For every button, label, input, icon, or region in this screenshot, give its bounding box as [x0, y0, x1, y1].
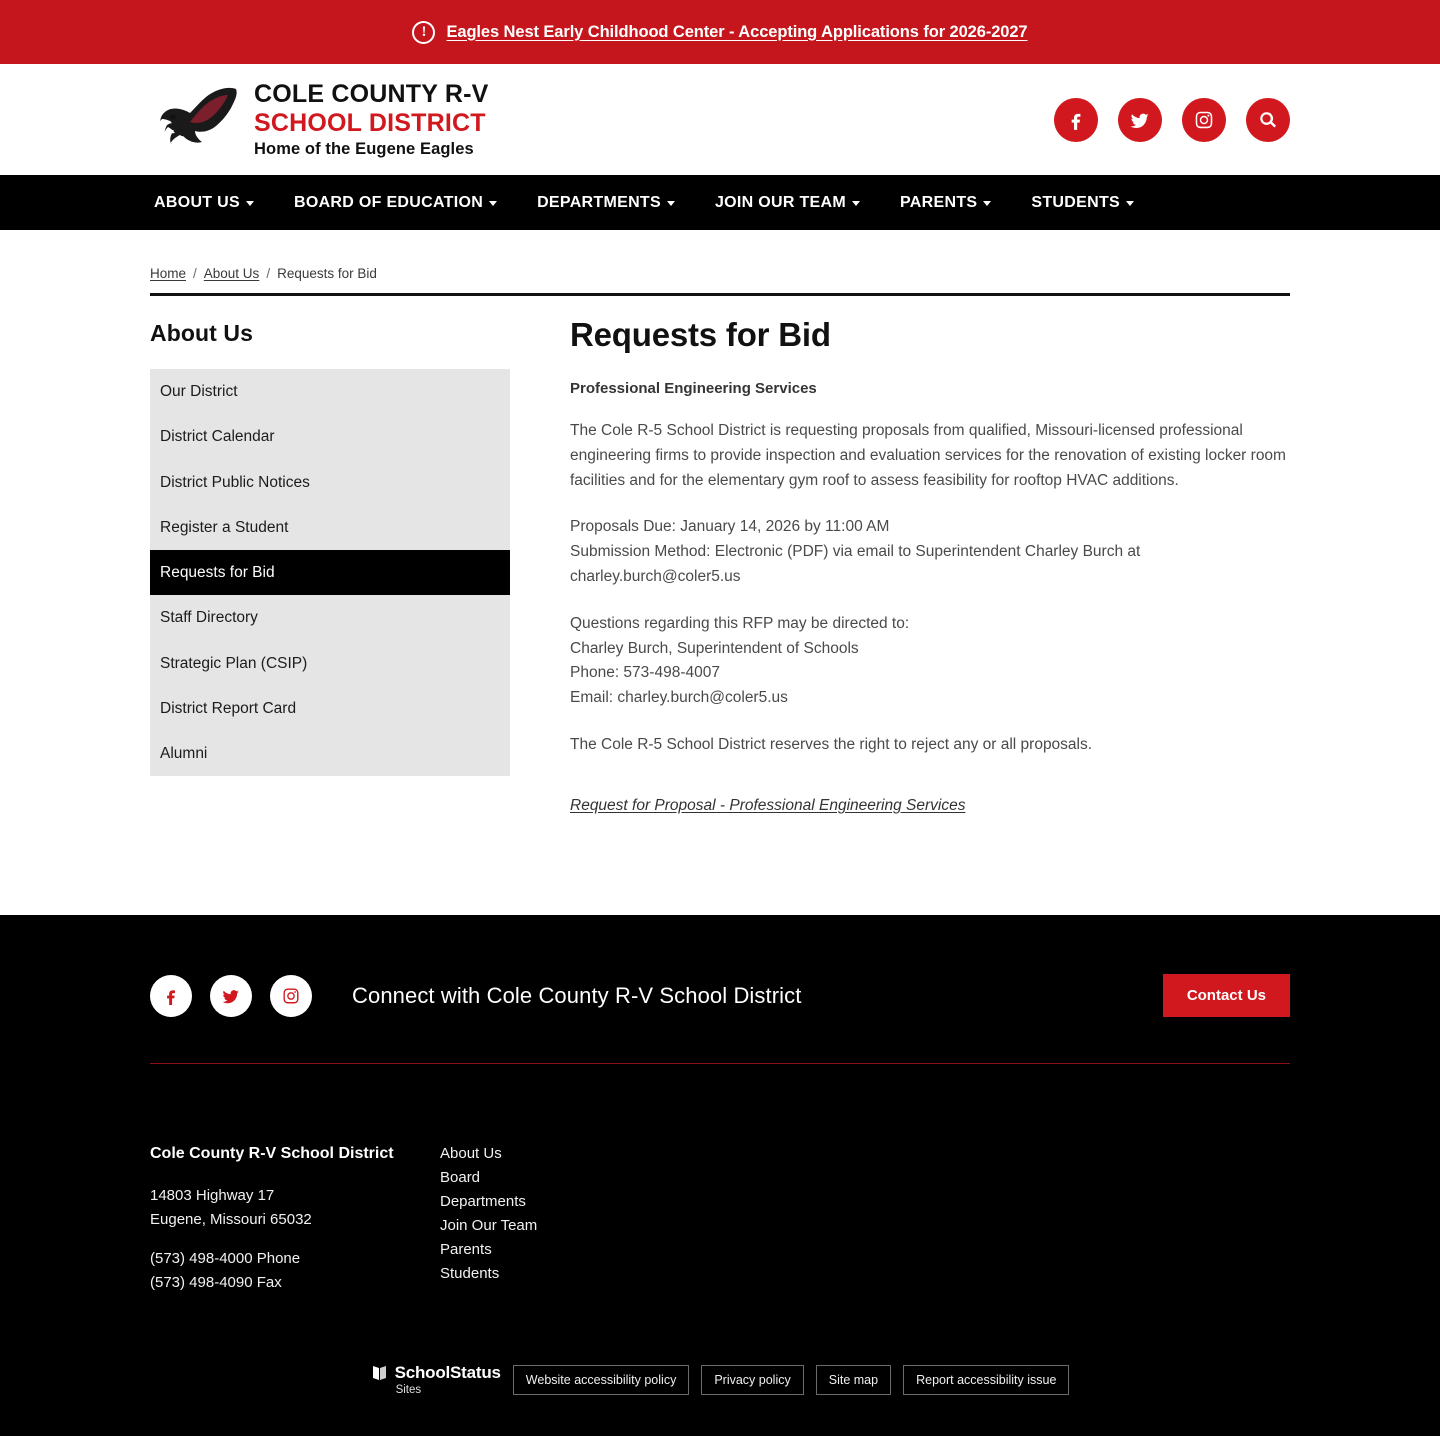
facebook-icon [1065, 109, 1087, 131]
contact-name-line: Charley Burch, Superintendent of Schools [570, 639, 859, 657]
schoolstatus-book-icon [371, 1364, 388, 1382]
brand-wordmark [254, 79, 489, 158]
alert-banner-link[interactable] [412, 21, 1027, 44]
footer-district-name: Cole County R-V School District [150, 1144, 394, 1162]
sidebar-item-district-report-card[interactable]: District Report Card [160, 699, 297, 717]
nav-label: PARENTS [900, 193, 978, 211]
search-icon [1257, 109, 1279, 131]
instagram-icon [1193, 109, 1215, 131]
footer-bottom-bar [150, 1295, 1290, 1436]
footer-link-board[interactable]: Board [440, 1168, 481, 1186]
footer-link-about-us[interactable]: About Us [440, 1144, 502, 1162]
privacy-policy-button[interactable]: Privacy policy [701, 1365, 803, 1395]
twitter-icon [221, 986, 241, 1006]
breadcrumb-separator: / [266, 266, 271, 281]
footer-connect-text: Connect with Cole County R-V School District [352, 982, 802, 1008]
sidebar-item-strategic-plan[interactable]: Strategic Plan (CSIP) [160, 654, 308, 672]
sidebar-item-alumni[interactable]: Alumni [160, 745, 208, 762]
contact-us-button[interactable]: Contact Us [1163, 974, 1290, 1017]
article-paragraph-reserve-rights: The Cole R-5 School District reserves the right to reject any or all proposals. [570, 735, 1093, 753]
contact-phone-line: Phone: 573-498-4007 [570, 664, 720, 682]
proposals-due-line: Proposals Due: January 14, 2026 by 11:00 AM [570, 518, 890, 536]
brand-line-1: COLE COUNTY R-V [254, 79, 489, 108]
instagram-icon-button[interactable] [1182, 98, 1226, 142]
sidebar-menu [150, 369, 510, 776]
nav-item-join-our-team[interactable] [715, 194, 900, 212]
chevron-down-icon [1126, 201, 1134, 206]
chevron-down-icon [246, 201, 254, 206]
nav-label: JOIN OUR TEAM [714, 193, 847, 211]
footer-facebook-icon-button[interactable] [150, 975, 192, 1017]
nav-label: BOARD OF EDUCATION [293, 193, 484, 211]
page-content [0, 296, 1440, 915]
eagle-logo-icon [150, 83, 242, 157]
footer-phone: (573) 498-4000 Phone [150, 1250, 301, 1268]
footer-links-column [440, 1142, 537, 1296]
twitter-icon-button[interactable] [1118, 98, 1162, 142]
main-article [570, 296, 1290, 819]
search-icon-button[interactable] [1246, 98, 1290, 142]
breadcrumb-current: Requests for Bid [277, 266, 377, 281]
footer-link-departments[interactable]: Departments [440, 1192, 526, 1210]
footer-address-block [150, 1142, 440, 1296]
twitter-icon [1129, 109, 1151, 131]
nav-item-board-of-education[interactable] [294, 194, 537, 212]
nav-label: ABOUT US [154, 193, 240, 211]
site-header [0, 64, 1440, 175]
nav-item-students[interactable] [1031, 194, 1174, 212]
breadcrumb-about-us[interactable]: About Us [203, 266, 260, 281]
alert-circle-icon: ! [412, 21, 435, 44]
footer-link-students[interactable]: Students [440, 1264, 500, 1282]
nav-item-departments[interactable] [537, 194, 715, 212]
sidebar-item-register-a-student[interactable]: Register a Student [160, 518, 289, 536]
footer-address-line-1: 14803 Highway 17 [150, 1187, 275, 1205]
footer-link-join-our-team[interactable]: Join Our Team [440, 1216, 538, 1234]
breadcrumb-separator: / [193, 266, 197, 281]
instagram-icon [281, 986, 301, 1006]
article-paragraph-intro: The Cole R-5 School District is requesting proposals from qualified, Missouri-licensed professional engineering firms to provide inspection and evaluation services for the renovation of existing locker room facilities and for the elementary gym roof to assess feasibility for rooftop HVAC additions. [570, 422, 1286, 489]
breadcrumb-section [0, 230, 1440, 296]
footer-fax: (573) 498-4090 Fax [150, 1274, 282, 1292]
facebook-icon-button[interactable] [1054, 98, 1098, 142]
schoolstatus-logo-top [371, 1363, 501, 1383]
breadcrumb-home[interactable]: Home [150, 266, 187, 281]
article-paragraph-submission [570, 515, 1290, 589]
main-navigation [0, 175, 1440, 230]
nav-label: STUDENTS [1031, 193, 1121, 211]
article-paragraph-contact [570, 612, 1290, 711]
facebook-icon [161, 986, 181, 1006]
footer-columns [150, 1064, 1290, 1296]
chevron-down-icon [983, 201, 991, 206]
chevron-down-icon [489, 201, 497, 206]
nav-list [150, 194, 1174, 212]
header-social-links [1054, 98, 1290, 142]
footer-instagram-icon-button[interactable] [270, 975, 312, 1017]
nav-label: DEPARTMENTS [537, 193, 661, 211]
nav-item-parents[interactable] [900, 194, 1031, 212]
footer-twitter-icon-button[interactable] [210, 975, 252, 1017]
chevron-down-icon [667, 201, 675, 206]
sidebar [150, 296, 510, 819]
breadcrumb [150, 266, 1290, 293]
spacer [150, 1232, 440, 1247]
contact-email-line: Email: charley.burch@coler5.us [570, 689, 788, 707]
schoolstatus-sub: Sites [395, 1384, 422, 1397]
brand-line-3: Home of the Eugene Eagles [254, 139, 474, 158]
submission-method-line: Submission Method: Electronic (PDF) via email to Superintendent Charley Burch at charley.burch@coler5.us [570, 543, 1141, 585]
sidebar-item-district-public-notices[interactable]: District Public Notices [160, 473, 310, 491]
sidebar-item-our-district[interactable]: Our District [160, 383, 238, 400]
report-accessibility-issue-button[interactable]: Report accessibility issue [903, 1365, 1069, 1395]
article-subheading: Professional Engineering Services [570, 380, 817, 397]
footer-address-line-2: Eugene, Missouri 65032 [150, 1211, 312, 1229]
footer-link-parents[interactable]: Parents [440, 1240, 492, 1258]
footer-connect-row [150, 965, 1290, 1027]
site-map-button[interactable]: Site map [816, 1365, 891, 1395]
sidebar-item-staff-directory[interactable]: Staff Directory [160, 609, 258, 627]
sidebar-title: About Us [150, 320, 254, 346]
sidebar-item-district-calendar[interactable]: District Calendar [160, 428, 275, 446]
sidebar-item-requests-for-bid[interactable]: Requests for Bid [150, 550, 510, 595]
brand-logo-link[interactable] [150, 79, 489, 158]
questions-intro-line: Questions regarding this RFP may be directed to: [570, 614, 910, 632]
chevron-down-icon [852, 201, 860, 206]
site-footer [0, 915, 1440, 1436]
brand-line-2: SCHOOL DISTRICT [254, 108, 486, 137]
website-accessibility-policy-button[interactable]: Website accessibility policy [513, 1365, 690, 1395]
schoolstatus-name: SchoolStatus [394, 1363, 501, 1383]
rfp-document-link[interactable]: Request for Proposal - Professional Engineering Services [570, 796, 966, 814]
page-title: Requests for Bid [570, 316, 831, 353]
schoolstatus-logo [371, 1363, 501, 1396]
nav-item-about-us[interactable] [150, 194, 294, 212]
alert-banner [0, 0, 1440, 64]
alert-banner-text[interactable]: Eagles Nest Early Childhood Center - Accepting Applications for 2026-2027 [446, 22, 1028, 41]
